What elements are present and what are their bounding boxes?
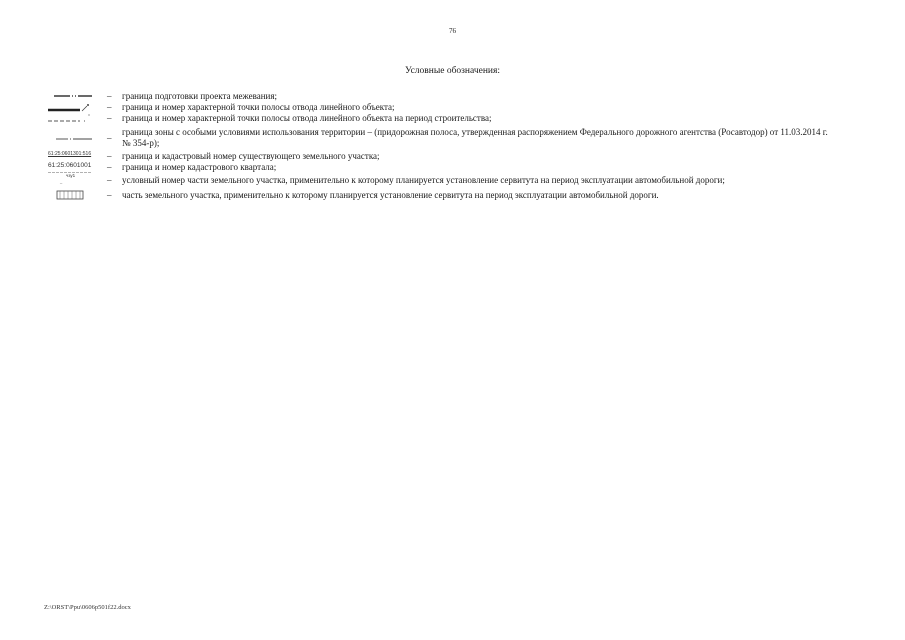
easement-part-symbol [40, 190, 102, 202]
legend-row-cadastral-quarter-boundary [0, 162, 905, 174]
page-number: 76 [449, 27, 456, 35]
legend-description: граница и номер характерной точки полосы отвода линейного объекта на период строительства; [122, 113, 492, 123]
legend-dash: – [107, 151, 112, 161]
legend-row-special-zone-boundary [0, 127, 905, 151]
legend-description: граница подготовки проекта межевания; [122, 91, 278, 101]
legend-description: граница и кадастровый номер существующего земельного участка; [122, 151, 380, 161]
legend-description: часть земельного участка, применительно к которому планируется установление сервитута на период эксплуатации автомобильной дороги. [122, 190, 659, 200]
legend-dash: – [107, 91, 112, 101]
legend-title: Условные обозначения: [404, 66, 500, 76]
cadastral-quarter-number: 61:25:0601001 [48, 162, 92, 169]
legend-description: граница и номер характерной точки полосы отвода линейного объекта; [122, 102, 395, 112]
legend-dash: – [107, 133, 112, 143]
legend-dash: – [107, 162, 112, 172]
land-plot-cadastral-number: 61:25:0601301:516 [48, 151, 92, 157]
construction-boundary-symbol [40, 113, 102, 125]
special-zone-boundary-symbol [40, 133, 102, 145]
legend-row-easement-part [0, 190, 905, 202]
legend-row-easement-part-number [0, 175, 905, 187]
legend-dash: – [107, 175, 112, 185]
legend-row-construction-boundary [0, 113, 905, 125]
legend-dash: – [107, 190, 112, 200]
easement-part-number-label: чзу1 [66, 173, 76, 178]
legend-description: граница и номер кадастрового квартала; [122, 162, 277, 172]
easement-part-number-symbol [40, 175, 102, 187]
footer-file-path: Z:\ORST\Ppu\0606p501f22.docx [44, 604, 131, 611]
legend-description: условный номер части земельного участка, применительно к которому планируется установление сервитута на период эксплуатации автомобильной дороги; [122, 175, 725, 185]
easement-part-number-marker: _ [60, 179, 63, 184]
legend-dash: – [107, 102, 112, 112]
legend-description: граница зоны с особыми условиями использования территории – (придорожная полоса, утвержденная распоряжением Федерального дорожного агентства (Росавтодор) от 11.03.2014 г. № 354-р); [122, 127, 828, 148]
legend-dash: – [107, 113, 112, 123]
